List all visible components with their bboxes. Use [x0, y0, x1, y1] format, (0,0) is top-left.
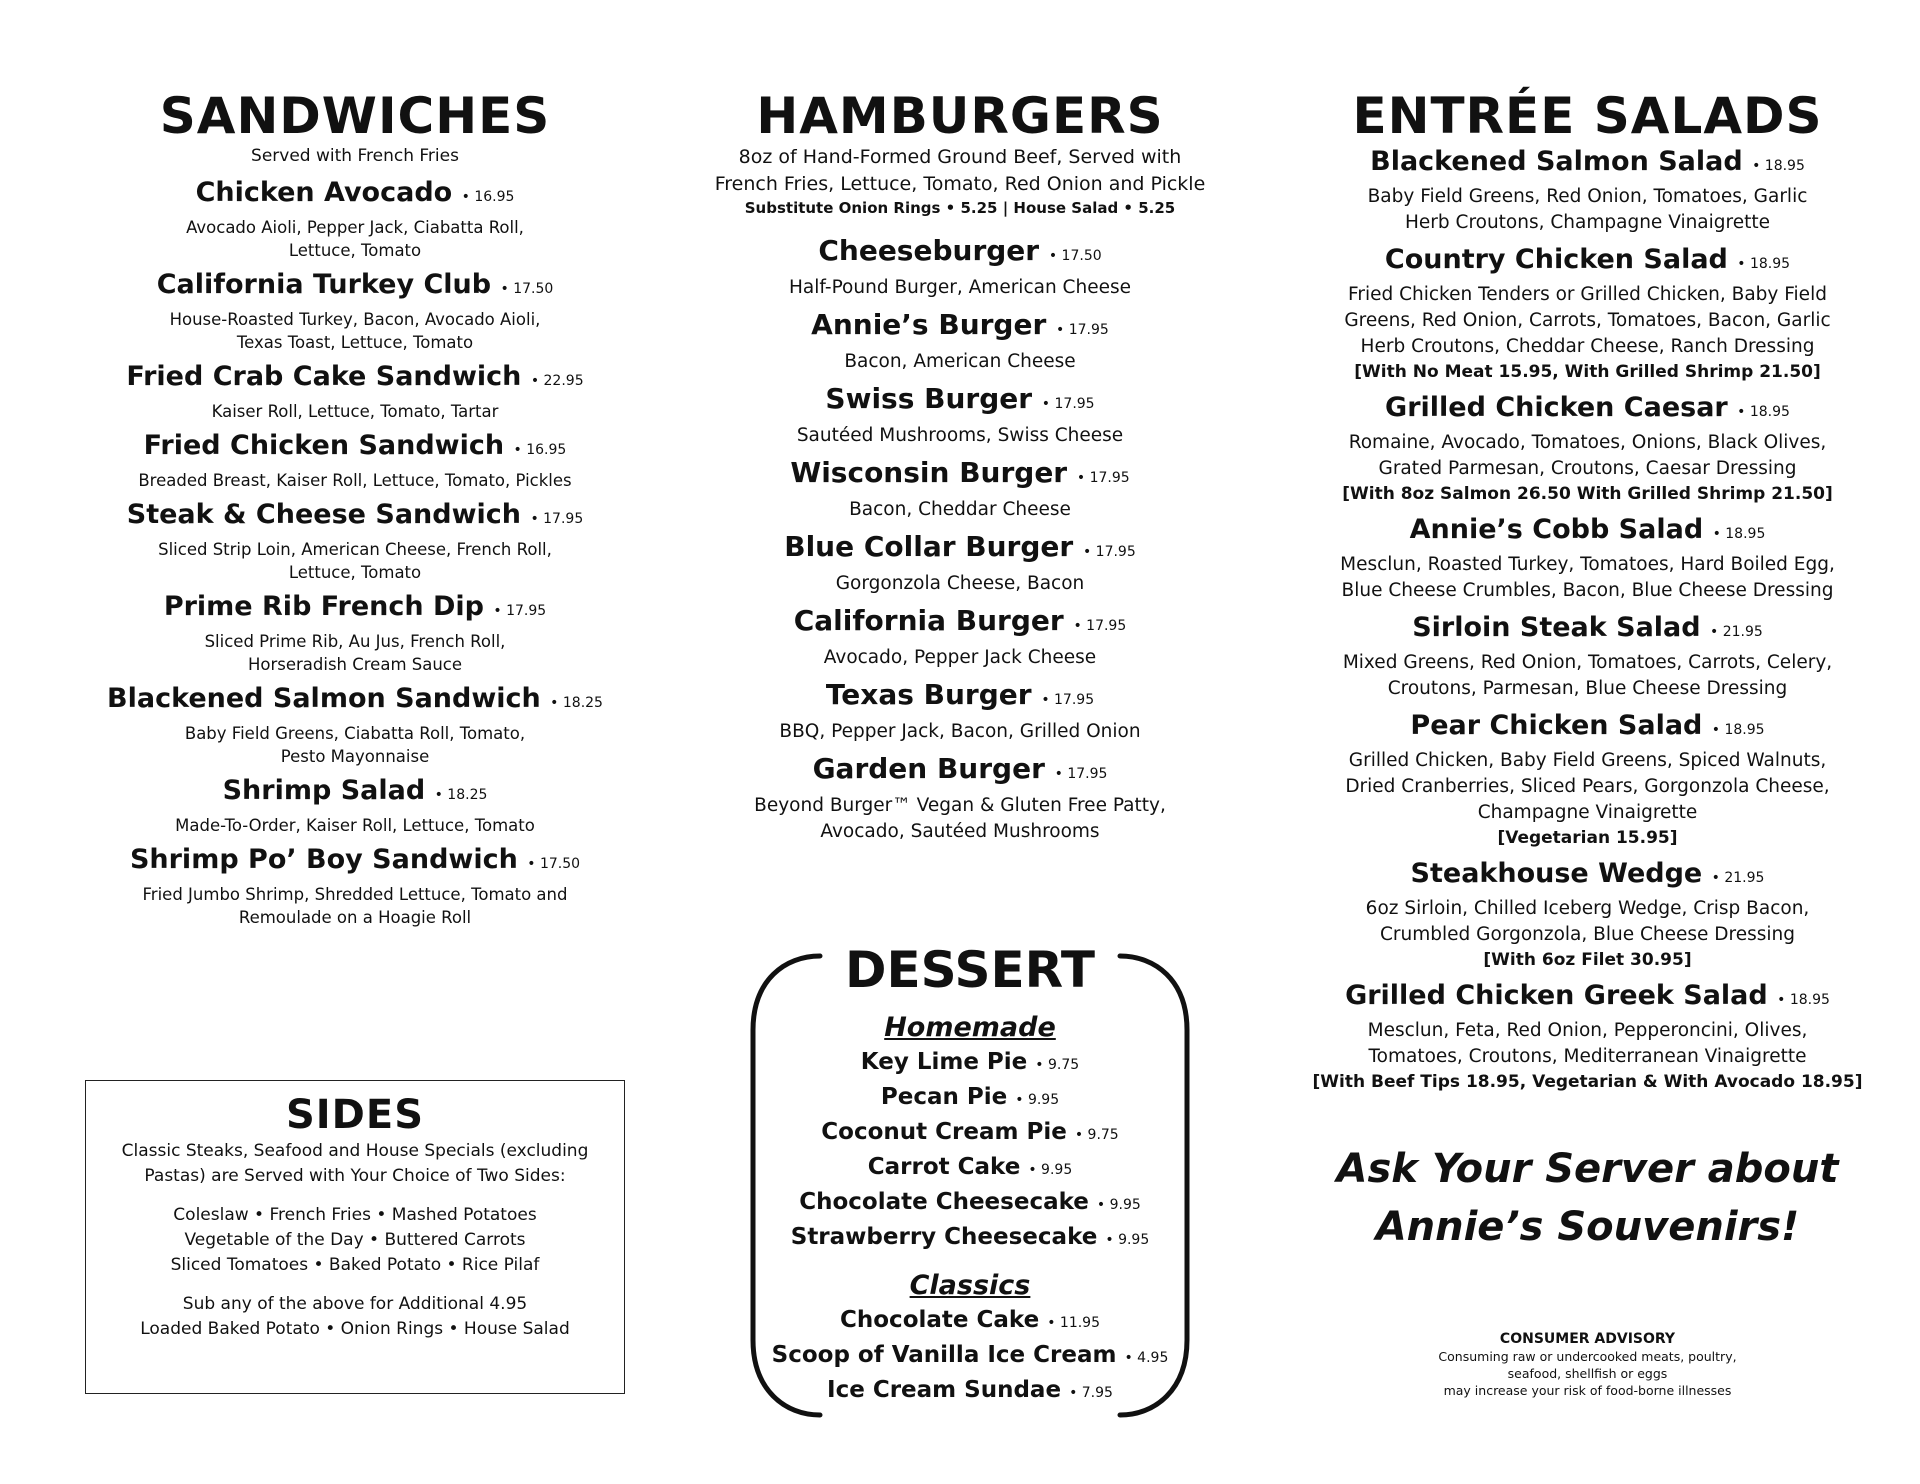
item-name: Wisconsin Burger — [790, 456, 1068, 489]
item-name: Blue Collar Burger — [784, 530, 1074, 563]
item-description: Half-Pound Burger, American Cheese — [789, 277, 1131, 298]
dessert-item-name: Key Lime Pie — [860, 1049, 1028, 1075]
advisory-text: Consuming raw or undercooked meats, poultry, seafood, shellfish or eggs may increase your risk of food-borne illnesses — [1438, 1349, 1737, 1398]
item-name-line — [1305, 242, 1870, 282]
item-price: • 17.95 — [1056, 322, 1109, 338]
dessert-item-price: • 4.95 — [1124, 1350, 1169, 1366]
sides-substitution: Sub any of the above for Additional 4.95 Loaded Baked Potato • Onion Rings • House Salad — [140, 1294, 570, 1339]
item-price: • 17.50 — [527, 856, 581, 872]
item-description: Romaine, Avocado, Tomatoes, Onions, Black Olives, Grated Parmesan, Croutons, Caesar Dressing — [1348, 432, 1827, 479]
item-name-line — [95, 266, 615, 308]
item-name: Fried Crab Cake Sandwich — [126, 361, 522, 392]
item-price: • 17.95 — [493, 603, 547, 619]
sandwiches-subtitle: Served with French Fries — [251, 146, 459, 166]
sides-list: Coleslaw • French Fries • Mashed Potatoes Vegetable of the Day • Buttered Carrots Sliced Tomatoes • Baked Potato • Rice Pilaf — [170, 1205, 540, 1275]
item-description: BBQ, Pepper Jack, Bacon, Grilled Onion — [779, 721, 1141, 742]
item-description: Fried Jumbo Shrimp, Shredded Lettuce, Tomato and Remoulade on a Hoagie Roll — [142, 885, 568, 927]
menu-item — [95, 266, 615, 354]
item-description: Mesclun, Feta, Red Onion, Pepperoncini, Olives, Tomatoes, Croutons, Mediterranean Vinaigrette — [1367, 1020, 1808, 1067]
item-price: • 18.95 — [1737, 404, 1790, 420]
item-name: Sirloin Steak Salad — [1412, 612, 1701, 643]
item-note: [With No Meat 15.95, With Grilled Shrimp 21.50] — [1354, 362, 1821, 382]
menu-item — [700, 306, 1220, 375]
item-name: Annie’s Burger — [811, 308, 1047, 341]
item-description: Beyond Burger™ Vegan & Gluten Free Patty, Avocado, Sautéed Mushrooms — [754, 795, 1166, 842]
menu-item — [95, 680, 615, 768]
item-name-line — [95, 427, 615, 469]
souvenirs-promo: Ask Your Server about Annie’s Souvenirs! — [1336, 1146, 1839, 1250]
dessert-item-price: • 9.95 — [1105, 1232, 1150, 1248]
dessert-item-name: Pecan Pie — [880, 1084, 1008, 1110]
sides-intro: Classic Steaks, Seafood and House Specials (excluding Pastas) are Served with Your Choice of Two Sides: — [121, 1141, 589, 1186]
sides-title: SIDES — [285, 1092, 425, 1138]
menu-item — [95, 174, 615, 262]
dessert-item-name: Ice Cream Sundae — [827, 1377, 1062, 1403]
item-description: Breaded Breast, Kaiser Roll, Lettuce, Tomato, Pickles — [138, 471, 572, 490]
item-price: • 18.95 — [1711, 722, 1765, 738]
item-price: • 16.95 — [513, 442, 567, 458]
menu-item — [1305, 978, 1870, 1094]
dessert-item — [745, 1221, 1195, 1256]
menu-item — [1305, 144, 1870, 236]
dessert-item-name: Chocolate Cake — [840, 1307, 1040, 1333]
item-price: • 17.95 — [1054, 766, 1108, 782]
sandwiches-section — [95, 88, 615, 933]
menu-item — [700, 454, 1220, 523]
advisory-title: CONSUMER ADVISORY — [1499, 1331, 1676, 1347]
item-name-line — [700, 750, 1220, 793]
menu-item — [95, 841, 615, 929]
dessert-item — [745, 1151, 1195, 1186]
dessert-homemade-list — [745, 1046, 1195, 1256]
menu-item — [1305, 610, 1870, 702]
menu-item — [700, 676, 1220, 745]
item-price: • 17.95 — [530, 511, 584, 527]
item-price: • 22.95 — [530, 373, 584, 389]
item-note: [With 6oz Filet 30.95] — [1483, 950, 1692, 970]
hamburgers-section — [700, 88, 1220, 850]
item-name: Texas Burger — [825, 678, 1032, 711]
item-description: Avocado Aioli, Pepper Jack, Ciabatta Roll, Lettuce, Tomato — [186, 218, 524, 260]
item-name: Fried Chicken Sandwich — [143, 430, 505, 461]
item-name-line — [95, 358, 615, 400]
dessert-item-price: • 11.95 — [1047, 1315, 1100, 1331]
dessert-item-name: Carrot Cake — [867, 1154, 1021, 1180]
dessert-item — [745, 1081, 1195, 1116]
dessert-item-name: Chocolate Cheesecake — [799, 1189, 1089, 1215]
item-note: [Vegetarian 15.95] — [1497, 828, 1678, 848]
menu-item — [1305, 242, 1870, 384]
item-name: Annie’s Cobb Salad — [1409, 514, 1704, 545]
dessert-item-price: • 9.75 — [1035, 1057, 1080, 1073]
item-name: Grilled Chicken Caesar — [1385, 392, 1728, 423]
item-price: • 17.95 — [1041, 692, 1095, 708]
item-name-line — [95, 772, 615, 814]
item-name: Blackened Salmon Sandwich — [107, 683, 541, 714]
item-description: Gorgonzola Cheese, Bacon — [835, 573, 1085, 594]
item-price: • 17.50 — [1048, 248, 1102, 264]
item-name: Grilled Chicken Greek Salad — [1345, 980, 1768, 1011]
item-name: Steakhouse Wedge — [1410, 858, 1703, 889]
item-price: • 18.25 — [550, 695, 603, 711]
item-description: Avocado, Pepper Jack Cheese — [823, 647, 1097, 668]
menu-item — [95, 427, 615, 492]
sandwiches-title: SANDWICHES — [159, 87, 551, 145]
item-name: Garden Burger — [812, 752, 1045, 785]
item-name-line — [700, 676, 1220, 719]
item-name: Swiss Burger — [825, 382, 1033, 415]
menu-item — [1305, 390, 1870, 506]
dessert-list — [745, 1010, 1195, 1409]
item-name-line — [700, 232, 1220, 275]
salads-title: ENTRÉE SALADS — [1352, 87, 1823, 145]
item-name-line — [700, 380, 1220, 423]
menu-item — [1305, 856, 1870, 972]
menu-item — [700, 528, 1220, 597]
item-name-line — [700, 306, 1220, 349]
item-description: Made-To-Order, Kaiser Roll, Lettuce, Tomato — [175, 816, 535, 835]
item-description: Fried Chicken Tenders or Grilled Chicken, Baby Field Greens, Red Onion, Carrots, Tomatoes, Bacon, Garlic Herb Croutons, Cheddar Cheese, Ranch Dressing — [1344, 284, 1831, 357]
dessert-item-price: • 7.95 — [1069, 1385, 1113, 1401]
dessert-item-price: • 9.75 — [1074, 1127, 1119, 1143]
item-name-line — [95, 680, 615, 722]
item-price: • 18.95 — [1737, 256, 1791, 272]
dessert-item-price: • 9.95 — [1028, 1162, 1073, 1178]
item-name-line — [1305, 978, 1870, 1018]
item-name-line — [700, 528, 1220, 571]
item-description: Sliced Strip Loin, American Cheese, French Roll, Lettuce, Tomato — [158, 540, 552, 582]
dessert-classics-heading: Classics — [909, 1270, 1031, 1301]
menu-item — [95, 588, 615, 676]
dessert-item-price: • 9.95 — [1015, 1092, 1060, 1108]
item-price: • 18.95 — [1777, 992, 1830, 1008]
menu-item — [700, 750, 1220, 845]
item-description: Bacon, Cheddar Cheese — [849, 499, 1071, 520]
item-name: Shrimp Salad — [222, 775, 426, 806]
hamburgers-subtitle: 8oz of Hand-Formed Ground Beef, Served with French Fries, Lettuce, Tomato, Red Onion and Pickle — [714, 146, 1206, 195]
consumer-advisory — [1305, 1330, 1870, 1399]
item-description: Baby Field Greens, Red Onion, Tomatoes, Garlic Herb Croutons, Champagne Vinaigrette — [1367, 186, 1808, 233]
menu-item — [700, 602, 1220, 671]
item-description: 6oz Sirloin, Chilled Iceberg Wedge, Crisp Bacon, Crumbled Gorgonzola, Blue Cheese Dressing — [1365, 898, 1810, 945]
item-name-line — [95, 841, 615, 883]
item-description: Bacon, American Cheese — [844, 351, 1076, 372]
dessert-title: DESSERT — [845, 941, 1095, 999]
item-name: Country Chicken Salad — [1384, 244, 1728, 275]
dessert-item — [745, 1046, 1195, 1081]
sandwiches-list — [95, 174, 615, 929]
dessert-homemade-heading: Homemade — [884, 1012, 1056, 1043]
item-name-line — [1305, 708, 1870, 748]
item-description: Sliced Prime Rib, Au Jus, French Roll, Horseradish Cream Sauce — [204, 632, 506, 674]
item-name-line — [1305, 144, 1870, 184]
sides-box — [85, 1080, 625, 1394]
item-name: Cheeseburger — [818, 234, 1040, 267]
dessert-section — [745, 940, 1195, 1430]
hamburgers-list — [700, 232, 1220, 845]
item-description: Baby Field Greens, Ciabatta Roll, Tomato, Pesto Mayonnaise — [184, 724, 526, 766]
item-name: California Turkey Club — [156, 269, 492, 300]
item-description: Mixed Greens, Red Onion, Tomatoes, Carrots, Celery, Croutons, Parmesan, Blue Cheese Dressing — [1342, 652, 1833, 699]
item-price: • 17.95 — [1076, 470, 1130, 486]
item-name: Chicken Avocado — [195, 177, 453, 208]
item-name-line — [1305, 856, 1870, 896]
item-price: • 17.95 — [1082, 544, 1136, 560]
item-name: Blackened Salmon Salad — [1370, 146, 1743, 177]
dessert-item-price: • 9.95 — [1096, 1197, 1141, 1213]
item-price: • 16.95 — [461, 189, 515, 205]
menu-item — [95, 358, 615, 423]
menu-item — [1305, 708, 1870, 850]
dessert-item-name: Scoop of Vanilla Ice Cream — [771, 1342, 1117, 1368]
dessert-item — [745, 1116, 1195, 1151]
item-name-line — [700, 454, 1220, 497]
item-name-line — [95, 174, 615, 216]
item-price: • 18.95 — [1712, 526, 1766, 542]
item-name-line — [1305, 390, 1870, 430]
menu-item — [95, 772, 615, 837]
hamburgers-title: HAMBURGERS — [756, 87, 1164, 145]
dessert-item — [745, 1186, 1195, 1221]
dessert-item — [745, 1374, 1195, 1409]
dessert-item-name: Coconut Cream Pie — [821, 1119, 1067, 1145]
item-name-line — [95, 588, 615, 630]
menu-item — [700, 380, 1220, 449]
dessert-item — [745, 1339, 1195, 1374]
item-name-line — [95, 496, 615, 538]
item-description: House-Roasted Turkey, Bacon, Avocado Aioli, Texas Toast, Lettuce, Tomato — [169, 310, 541, 352]
salads-list — [1305, 144, 1870, 1094]
dessert-item — [745, 1304, 1195, 1339]
item-price: • 18.95 — [1752, 158, 1805, 174]
dessert-item-name: Strawberry Cheesecake — [790, 1224, 1098, 1250]
item-price: • 17.50 — [500, 281, 554, 297]
item-note: [With 8oz Salmon 26.50 With Grilled Shrimp 21.50] — [1342, 484, 1833, 504]
item-description: Mesclun, Roasted Turkey, Tomatoes, Hard Boiled Egg, Blue Cheese Crumbles, Bacon, Blue Cheese Dressing — [1340, 554, 1835, 601]
item-description: Sautéed Mushrooms, Swiss Cheese — [796, 425, 1124, 446]
item-description: Grilled Chicken, Baby Field Greens, Spiced Walnuts, Dried Cranberries, Sliced Pears, Gorgonzola Cheese, Champagne Vinaigrette — [1345, 750, 1830, 823]
item-name-line — [1305, 610, 1870, 650]
item-note: [With Beef Tips 18.95, Vegetarian & With Avocado 18.95] — [1312, 1072, 1863, 1092]
item-price: • 17.95 — [1041, 396, 1095, 412]
item-price: • 21.95 — [1710, 624, 1763, 640]
dessert-classics-list — [745, 1304, 1195, 1409]
item-name-line — [1305, 512, 1870, 552]
menu-item — [700, 232, 1220, 301]
item-price: • 21.95 — [1711, 870, 1765, 886]
item-price: • 18.25 — [434, 787, 488, 803]
menu-item — [95, 496, 615, 584]
item-name: Shrimp Po’ Boy Sandwich — [129, 844, 518, 875]
item-name: Pear Chicken Salad — [1410, 710, 1703, 741]
item-name: Steak & Cheese Sandwich — [126, 499, 522, 530]
item-name-line — [700, 602, 1220, 645]
menu-item — [1305, 512, 1870, 604]
hamburgers-substitute-note: Substitute Onion Rings • 5.25 | House Salad • 5.25 — [744, 199, 1176, 217]
item-name: California Burger — [793, 604, 1064, 637]
item-price: • 17.95 — [1073, 618, 1127, 634]
item-description: Kaiser Roll, Lettuce, Tomato, Tartar — [211, 402, 499, 421]
salads-section — [1305, 88, 1870, 1100]
item-name: Prime Rib French Dip — [163, 591, 484, 622]
